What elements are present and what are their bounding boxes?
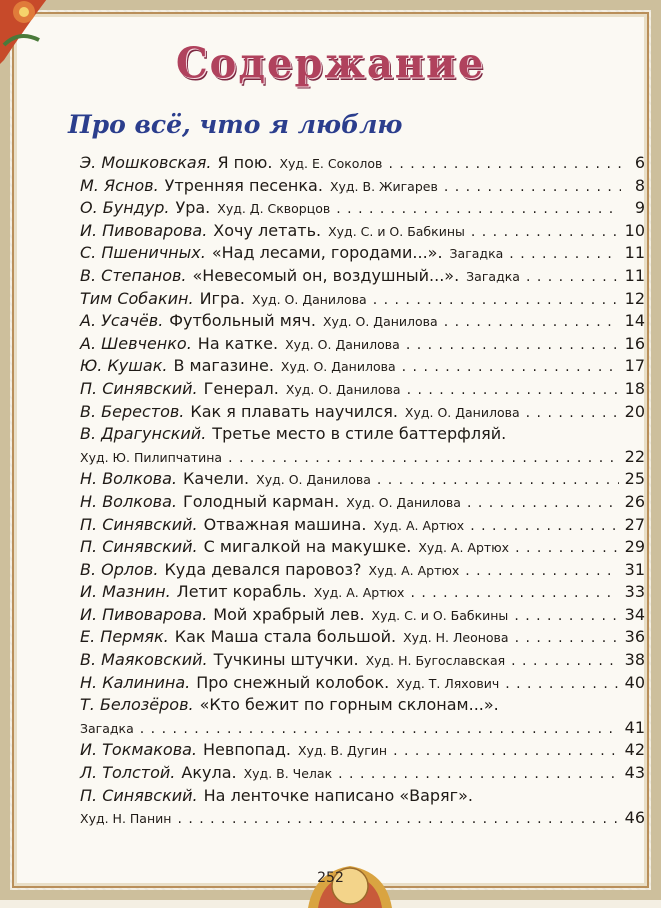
entry-page: 36 bbox=[624, 627, 645, 647]
entry-page: 38 bbox=[624, 650, 645, 670]
entry-page: 17 bbox=[624, 356, 645, 376]
entry-author: А. Усачёв. bbox=[80, 311, 164, 331]
entry-author: В. Драгунский. bbox=[80, 424, 207, 444]
entry-artist: Худ. О. Данилова bbox=[404, 404, 520, 420]
entry-author: И. Мазнин. bbox=[80, 582, 171, 602]
entry-author: Тим Собакин. bbox=[80, 288, 194, 308]
entry-page: 9 bbox=[634, 198, 645, 218]
entry-artist: Худ. В. Жигарев bbox=[329, 178, 438, 194]
entry-page: 10 bbox=[624, 220, 645, 240]
entry-artist: Худ. С. и О. Бабкины bbox=[328, 223, 465, 239]
toc-entry[interactable] bbox=[80, 649, 645, 672]
entry-artist: Худ. С. и О. Бабкины bbox=[371, 607, 509, 623]
toc-entry[interactable] bbox=[80, 288, 645, 311]
entry-title: Про снежный колобок. bbox=[196, 672, 390, 692]
leader-dots bbox=[444, 310, 619, 334]
entry-title: «Невесомый он, воздушный...». bbox=[192, 265, 460, 285]
entry-artist: Худ. Ю. Пилипчатина bbox=[80, 449, 223, 465]
entry-author: Н. Волкова. bbox=[80, 469, 177, 489]
entry-artist: Худ. О. Данилова bbox=[346, 494, 461, 510]
toc-entry[interactable] bbox=[80, 559, 645, 582]
toc-entry[interactable] bbox=[80, 604, 645, 627]
leader-dots bbox=[393, 739, 619, 763]
entry-artist: Худ. Е. Соколов bbox=[279, 156, 383, 171]
toc-entry[interactable] bbox=[80, 152, 645, 175]
entry-author: В. Маяковский. bbox=[80, 650, 208, 670]
entry-author: И. Пивоварова. bbox=[80, 220, 208, 240]
entry-title: Ура. bbox=[175, 198, 211, 218]
leader-dots bbox=[228, 446, 619, 470]
entry-page: 25 bbox=[624, 469, 645, 489]
leader-dots bbox=[338, 762, 619, 786]
leader-dots bbox=[388, 152, 621, 176]
toc-entry[interactable] bbox=[80, 491, 645, 514]
leader-dots bbox=[465, 559, 618, 583]
entry-page: 18 bbox=[624, 378, 645, 398]
entry-artist: Худ. Н. Бугославская bbox=[365, 653, 506, 669]
entry-author: Ю. Кушак. bbox=[80, 356, 168, 376]
toc-list bbox=[80, 152, 645, 830]
entry-artist: Загадка bbox=[466, 268, 520, 284]
entry-author: П. Синявский. bbox=[80, 785, 198, 805]
leader-dots bbox=[467, 491, 619, 515]
leader-dots bbox=[515, 626, 619, 650]
page-title: Содержание bbox=[175, 38, 486, 89]
entry-title: Третье место в стиле баттерфляй. bbox=[212, 424, 507, 444]
toc-entry[interactable] bbox=[80, 175, 645, 198]
entry-title: На катке. bbox=[197, 333, 279, 353]
entry-title: Игра. bbox=[199, 288, 245, 308]
toc-entry[interactable] bbox=[80, 626, 645, 649]
toc-entry[interactable] bbox=[80, 242, 645, 265]
leader-dots bbox=[402, 355, 619, 379]
entry-title: Летит корабль. bbox=[176, 582, 307, 602]
entry-artist: Загадка bbox=[449, 246, 504, 262]
entry-title: Акула. bbox=[181, 763, 237, 783]
entry-artist: Худ. В. Дугин bbox=[297, 743, 388, 759]
toc-entry[interactable] bbox=[80, 423, 645, 468]
entry-author: А. Шевченко. bbox=[80, 333, 192, 353]
section-title: Про всё, что я люблю bbox=[68, 110, 403, 139]
entry-artist: Худ. А. Артюх bbox=[373, 517, 465, 533]
entry-page: 6 bbox=[634, 153, 645, 172]
leader-dots bbox=[336, 197, 621, 221]
entry-artist: Худ. О. Данилова bbox=[256, 472, 371, 488]
entry-author: Т. Белозёров. bbox=[80, 695, 194, 715]
entry-page: 27 bbox=[624, 514, 645, 534]
entry-page: 26 bbox=[624, 491, 645, 511]
entry-artist: Худ. А. Артюх bbox=[368, 562, 460, 578]
leader-dots bbox=[514, 604, 618, 628]
entry-page: 41 bbox=[624, 717, 645, 737]
entry-author: П. Синявский. bbox=[80, 378, 198, 398]
toc-entry[interactable] bbox=[80, 514, 645, 537]
leader-dots bbox=[511, 649, 618, 673]
entry-title: «Над лесами, городами...». bbox=[211, 243, 443, 263]
entry-title: Невпопад. bbox=[203, 740, 291, 760]
entry-author: О. Бундур. bbox=[80, 198, 170, 218]
toc-entry[interactable] bbox=[80, 672, 645, 695]
entry-author: П. Синявский. bbox=[80, 514, 198, 534]
entry-author: В. Степанов. bbox=[80, 265, 187, 285]
entry-page: 12 bbox=[624, 288, 645, 308]
entry-author: Э. Мошковская. bbox=[80, 153, 212, 172]
entry-page: 14 bbox=[624, 311, 645, 331]
leader-dots bbox=[373, 288, 619, 312]
entry-author: С. Пшеничных. bbox=[80, 243, 206, 263]
entry-page: 11 bbox=[624, 243, 645, 263]
entry-artist: Худ. А. Артюх bbox=[418, 540, 510, 556]
toc-entry[interactable] bbox=[80, 265, 645, 288]
entry-artist: Загадка bbox=[80, 720, 134, 736]
entry-title: Мой храбрый лев. bbox=[213, 604, 365, 624]
entry-artist: Худ. А. Артюх bbox=[313, 585, 405, 601]
entry-author: Л. Толстой. bbox=[80, 763, 176, 783]
leader-dots bbox=[377, 468, 619, 492]
entry-page: 34 bbox=[624, 604, 645, 624]
leader-dots bbox=[526, 401, 619, 425]
entry-title: Как я плавать научился. bbox=[190, 401, 398, 421]
entry-page: 20 bbox=[624, 401, 645, 421]
entry-title: Утренняя песенка. bbox=[164, 175, 323, 195]
entry-page: 40 bbox=[624, 672, 645, 692]
entry-title: Отважная машина. bbox=[203, 514, 367, 534]
entry-title: «Кто бежит по горным склонам...». bbox=[199, 695, 499, 715]
entry-title: В магазине. bbox=[173, 356, 274, 376]
entry-title: С мигалкой на макушке. bbox=[203, 537, 412, 557]
entry-title: Футбольный мяч. bbox=[169, 311, 316, 331]
entry-page: 8 bbox=[634, 175, 645, 195]
entry-author: В. Берестов. bbox=[80, 401, 185, 421]
entry-title: Тучкины штучки. bbox=[213, 650, 359, 670]
toc-entry[interactable] bbox=[80, 581, 645, 604]
entry-page: 16 bbox=[624, 333, 645, 353]
toc-entry[interactable] bbox=[80, 694, 645, 739]
toc-entry[interactable] bbox=[80, 333, 645, 356]
entry-page: 31 bbox=[624, 559, 645, 579]
entry-page: 42 bbox=[624, 740, 645, 760]
entry-title: Голодный карман. bbox=[182, 491, 340, 511]
page-number: 252 bbox=[317, 870, 344, 886]
entry-title: На ленточке написано «Варяг». bbox=[203, 785, 473, 805]
toc-entry[interactable] bbox=[80, 220, 645, 243]
toc-entry[interactable] bbox=[80, 785, 645, 830]
entry-artist: Худ. Н. Леонова bbox=[403, 630, 509, 646]
leader-dots bbox=[470, 514, 618, 538]
toc-entry[interactable] bbox=[80, 310, 645, 333]
entry-author: М. Яснов. bbox=[80, 175, 159, 195]
entry-title: Я пою. bbox=[217, 153, 273, 172]
entry-artist: Худ. О. Данилова bbox=[280, 359, 396, 375]
leader-dots bbox=[509, 242, 618, 266]
toc-entry[interactable] bbox=[80, 197, 645, 220]
leader-dots bbox=[406, 333, 619, 357]
entry-artist: Худ. Д. Скворцов bbox=[217, 201, 331, 217]
entry-artist: Худ. О. Данилова bbox=[285, 336, 400, 352]
entry-author: Н. Калинина. bbox=[80, 672, 191, 692]
entry-page: 46 bbox=[624, 808, 645, 828]
entry-author: П. Синявский. bbox=[80, 537, 198, 557]
entry-artist: Худ. О. Данилова bbox=[322, 314, 438, 330]
entry-artist: Худ. Т. Ляхович bbox=[396, 675, 500, 691]
entry-title: Генерал. bbox=[203, 378, 279, 398]
leader-dots bbox=[515, 536, 619, 560]
entry-page: 22 bbox=[624, 446, 645, 466]
entry-artist: Худ. В. Челак bbox=[243, 766, 333, 782]
leader-dots bbox=[471, 220, 619, 244]
toc-entry[interactable] bbox=[80, 739, 645, 762]
entry-author: Н. Волкова. bbox=[80, 491, 177, 511]
leader-dots bbox=[140, 717, 619, 741]
entry-artist: Худ. О. Данилова bbox=[252, 291, 367, 307]
leader-dots bbox=[526, 265, 619, 289]
entry-artist: Худ. О. Данилова bbox=[285, 381, 401, 397]
leader-dots bbox=[410, 581, 618, 605]
toc-entry[interactable] bbox=[80, 762, 645, 785]
toc-entry[interactable] bbox=[80, 536, 645, 559]
toc-entry[interactable] bbox=[80, 468, 645, 491]
entry-author: И. Токмакова. bbox=[80, 740, 198, 760]
entry-author: Е. Пермяк. bbox=[80, 627, 169, 647]
entry-page: 11 bbox=[624, 265, 645, 285]
entry-title: Качели. bbox=[182, 469, 250, 489]
toc-entry[interactable] bbox=[80, 355, 645, 378]
entry-title: Как Маша стала большой. bbox=[174, 627, 397, 647]
entry-page: 33 bbox=[624, 582, 645, 602]
leader-dots bbox=[444, 175, 621, 199]
toc-entry[interactable] bbox=[80, 401, 645, 424]
toc-entry[interactable] bbox=[80, 378, 645, 401]
entry-title: Хочу летать. bbox=[213, 220, 322, 240]
entry-title: Куда девался паровоз? bbox=[164, 559, 362, 579]
leader-dots bbox=[407, 378, 619, 402]
entry-author: В. Орлов. bbox=[80, 559, 159, 579]
leader-dots bbox=[177, 807, 618, 831]
entry-artist: Худ. Н. Панин bbox=[80, 811, 172, 827]
entry-page: 43 bbox=[624, 763, 645, 783]
entry-page: 29 bbox=[624, 537, 645, 557]
leader-dots bbox=[505, 672, 618, 696]
entry-author: И. Пивоварова. bbox=[80, 604, 208, 624]
